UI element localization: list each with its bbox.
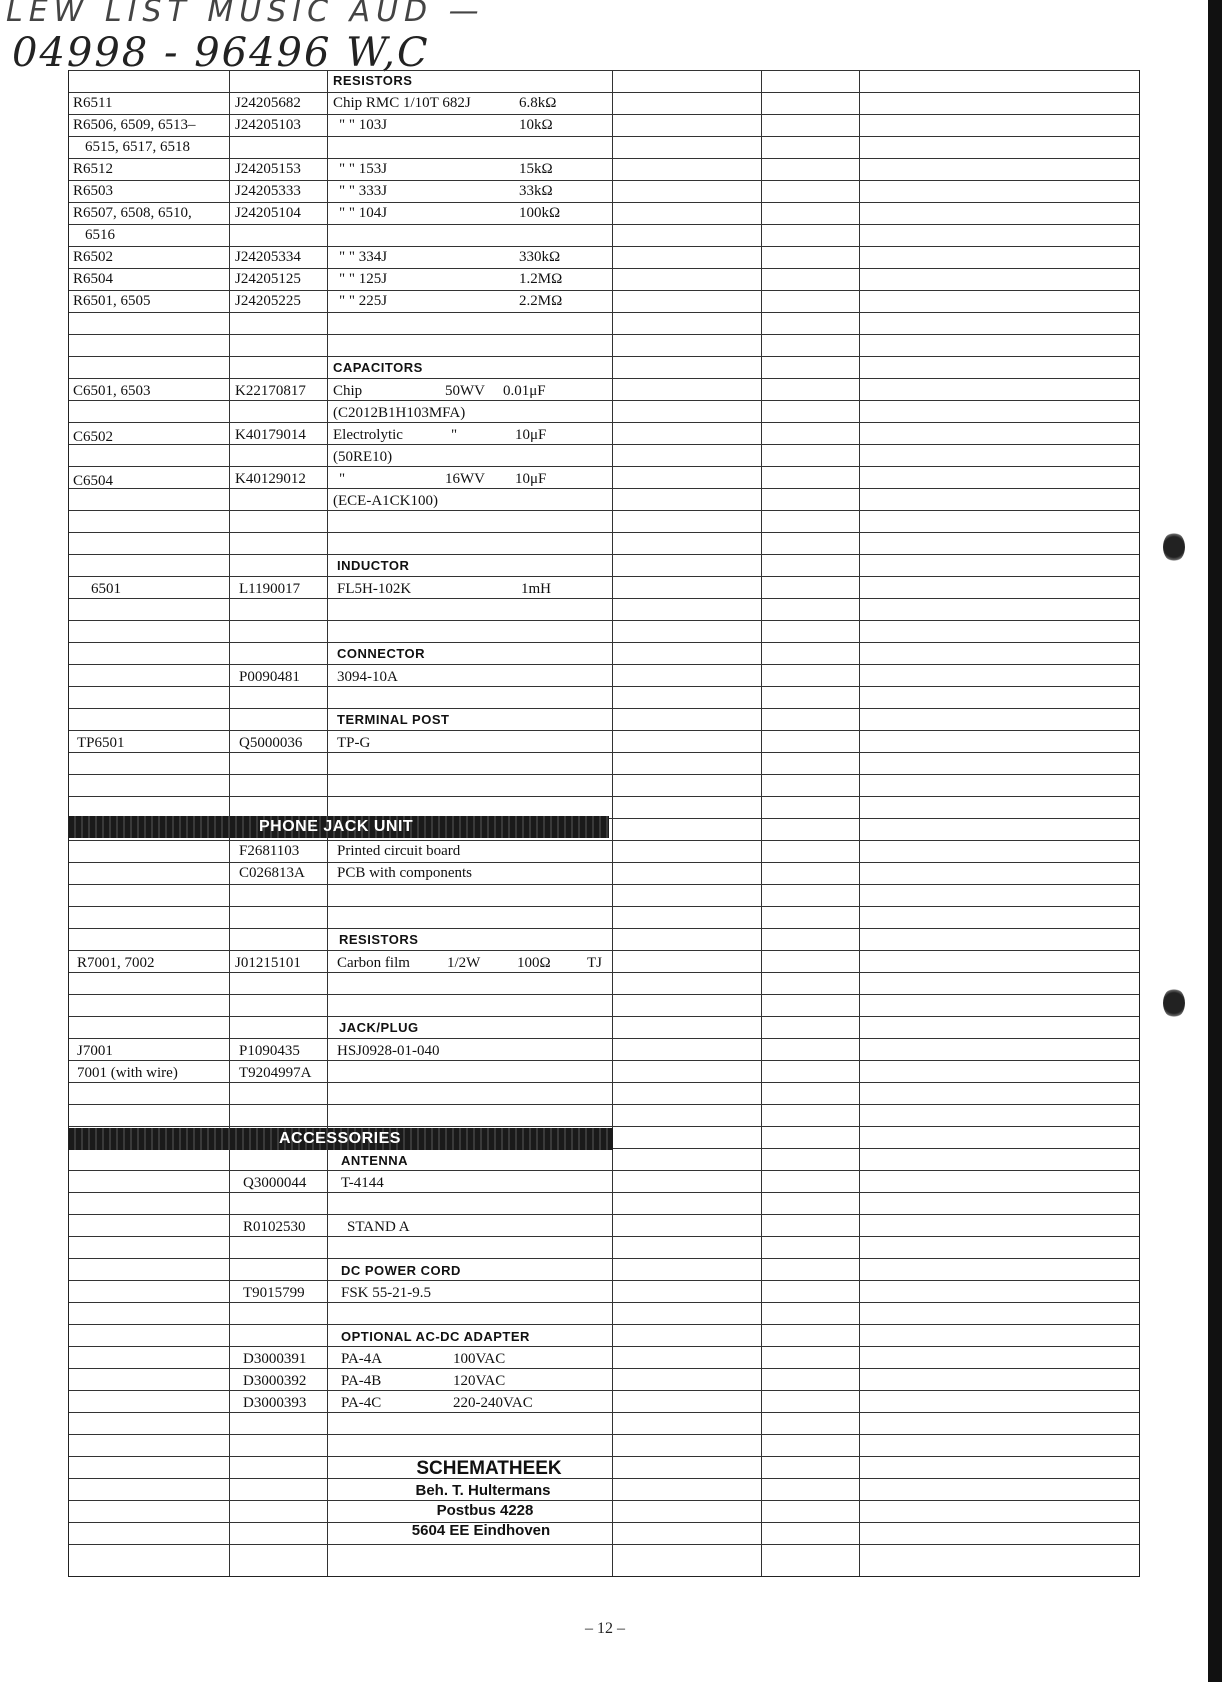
table-row-value: 1mH (521, 581, 551, 597)
phone-jack-unit-title: PHONE JACK UNIT (259, 818, 414, 835)
table-row-tolerance: TJ (587, 955, 602, 971)
table-row-desc: " " 125J (339, 271, 388, 287)
page-number: – 12 – (585, 1620, 625, 1637)
table-row-value: 100kΩ (519, 205, 561, 221)
table-row-value: 220-240VAC (453, 1395, 533, 1411)
table-row-part: F2681103 (239, 843, 300, 859)
table-row-part: K40129012 (235, 471, 306, 487)
table-row-desc: FSK 55-21-9.5 (341, 1285, 432, 1301)
table-row-desc: Printed circuit board (337, 843, 461, 859)
table-row-ref: R7001, 7002 (77, 955, 155, 971)
table-row-value: 330kΩ (519, 249, 561, 265)
resistors-heading: RESISTORS (333, 73, 413, 88)
table-row-ref: J7001 (77, 1043, 113, 1059)
table-row-value: 100VAC (453, 1351, 506, 1367)
table-row-desc: PA-4A (341, 1351, 383, 1367)
table-row-desc: " " 103J (339, 117, 388, 133)
table-row-part: J24205682 (235, 95, 301, 111)
table-row-ref: TP6501 (77, 735, 125, 751)
stamp-name: Beh. T. Hultermans (415, 1482, 551, 1499)
table-row-value: 10kΩ (519, 117, 553, 133)
table-row-ref: 7001 (with wire) (77, 1065, 178, 1081)
punch-hole-mark (1163, 988, 1185, 1018)
table-row-desc: " " 333J (339, 183, 388, 199)
table-row-value: 15kΩ (519, 161, 553, 177)
table-row-part: R0102530 (243, 1219, 306, 1235)
stamp-title: SCHEMATHEEK (416, 1458, 562, 1479)
capacitors-heading: CAPACITORS (333, 360, 423, 375)
table-row-part: J24205153 (235, 161, 301, 177)
table-row-desc: Carbon film (337, 955, 410, 971)
table-row-ref: C6501, 6503 (73, 383, 151, 399)
table-row-part: P1090435 (239, 1043, 300, 1059)
table-row-part: Q5000036 (239, 735, 303, 751)
table-row-value: 33kΩ (519, 183, 553, 199)
table-row-ref: C6502 (73, 429, 114, 445)
table-row-value: 10μF (515, 427, 547, 443)
dc-power-cord-heading: DC POWER CORD (341, 1263, 461, 1278)
scan-border (1208, 0, 1222, 1682)
table-row-part: D3000392 (243, 1373, 307, 1389)
inductor-heading: INDUCTOR (337, 558, 410, 573)
table-row-ref: C6504 (73, 473, 114, 489)
table-row-part: T9204997A (239, 1065, 312, 1081)
table-row-ref: R6506, 6509, 6513– (73, 117, 196, 133)
antenna-heading: ANTENNA (341, 1153, 409, 1168)
table-row-desc: PCB with components (337, 865, 473, 881)
table-row-part: J24205103 (235, 117, 301, 133)
table-row-rating: 16WV (445, 471, 485, 487)
table-row-ref: R6503 (73, 183, 114, 199)
table-row-ref: R6507, 6508, 6510, (73, 205, 192, 221)
table-row-desc: Chip RMC 1/10T 682J (333, 95, 471, 111)
table-row-desc: PA-4C (341, 1395, 382, 1411)
accessories-title: ACCESSORIES (279, 1130, 401, 1147)
table-row-value: 2.2MΩ (519, 293, 563, 309)
table-row-sub: (50RE10) (333, 449, 393, 465)
table-row-value: 0.01μF (503, 383, 546, 399)
table-row-value: 120VAC (453, 1373, 506, 1389)
table-row-ref: 6515, 6517, 6518 (85, 139, 190, 155)
table-row-ref: R6504 (73, 271, 114, 287)
table-row-ref: 6516 (85, 227, 115, 243)
table-row-ref: R6502 (73, 249, 114, 265)
table-row-part: K40179014 (235, 427, 306, 443)
table-row-desc: " " 334J (339, 249, 388, 265)
table-row-desc: " " 104J (339, 205, 388, 221)
table-row-part: J24205104 (235, 205, 301, 221)
table-row-part: D3000391 (243, 1351, 307, 1367)
table-row-desc: HSJ0928-01-040 (337, 1043, 440, 1059)
table-row-desc: FL5H-102K (337, 581, 412, 597)
punch-hole-mark (1163, 532, 1185, 562)
parts-list-table (68, 70, 1140, 1577)
table-row-desc: 3094-10A (337, 669, 398, 685)
table-row-ref: R6512 (73, 161, 114, 177)
table-row-desc: " " 153J (339, 161, 388, 177)
table-row-desc: STAND A (347, 1219, 410, 1235)
table-row-desc: Electrolytic (333, 427, 403, 443)
table-row-part: Q3000044 (243, 1175, 307, 1191)
ac-dc-adapter-heading: OPTIONAL AC-DC ADAPTER (341, 1329, 530, 1344)
table-row-part: J24205225 (235, 293, 301, 309)
table-row-part: K22170817 (235, 383, 306, 399)
table-row-rating: " (451, 427, 458, 443)
table-row-ref: R6501, 6505 (73, 293, 151, 309)
table-row-value: 100Ω (517, 955, 551, 971)
table-row-part: J24205333 (235, 183, 301, 199)
table-row-part: P0090481 (239, 669, 300, 685)
table-row-ref: 6501 (91, 581, 121, 597)
table-row-value: 10μF (515, 471, 547, 487)
table-row-part: C026813A (239, 865, 305, 881)
terminal-post-heading: TERMINAL POST (337, 712, 450, 727)
table-row-desc: TP-G (337, 735, 371, 751)
table-row-part: J24205125 (235, 271, 301, 287)
table-row-sub: (C2012B1H103MFA) (333, 405, 466, 421)
handwritten-note-line2: 04998 - 96496 W,C (12, 30, 430, 76)
table-row-desc: Chip (333, 383, 363, 399)
stamp-postbus: Postbus 4228 (436, 1502, 534, 1519)
handwritten-note-line1: LEW LIST MUSIC AUD — (6, 0, 485, 29)
table-row-desc: PA-4B (341, 1373, 382, 1389)
table-row-part: D3000393 (243, 1395, 307, 1411)
table-row-value: 6.8kΩ (519, 95, 557, 111)
table-row-part: T9015799 (243, 1285, 305, 1301)
table-row-desc: T-4144 (341, 1175, 384, 1191)
table-row-part: L1190017 (239, 581, 301, 597)
connector-heading: CONNECTOR (337, 646, 426, 661)
stamp-address: 5604 EE Eindhoven (411, 1522, 551, 1539)
table-row-sub: (ECE-A1CK100) (333, 493, 438, 509)
table-row-part: J01215101 (235, 955, 301, 971)
table-row-value: 1.2MΩ (519, 271, 563, 287)
table-row-desc: " (339, 471, 346, 487)
table-row-ref: R6511 (73, 95, 113, 111)
table-row-rating: 1/2W (447, 955, 481, 971)
resistors-heading: RESISTORS (339, 932, 419, 947)
table-row-rating: 50WV (445, 383, 485, 399)
table-row-desc: " " 225J (339, 293, 388, 309)
table-row-part: J24205334 (235, 249, 301, 265)
jack-plug-heading: JACK/PLUG (339, 1020, 419, 1035)
